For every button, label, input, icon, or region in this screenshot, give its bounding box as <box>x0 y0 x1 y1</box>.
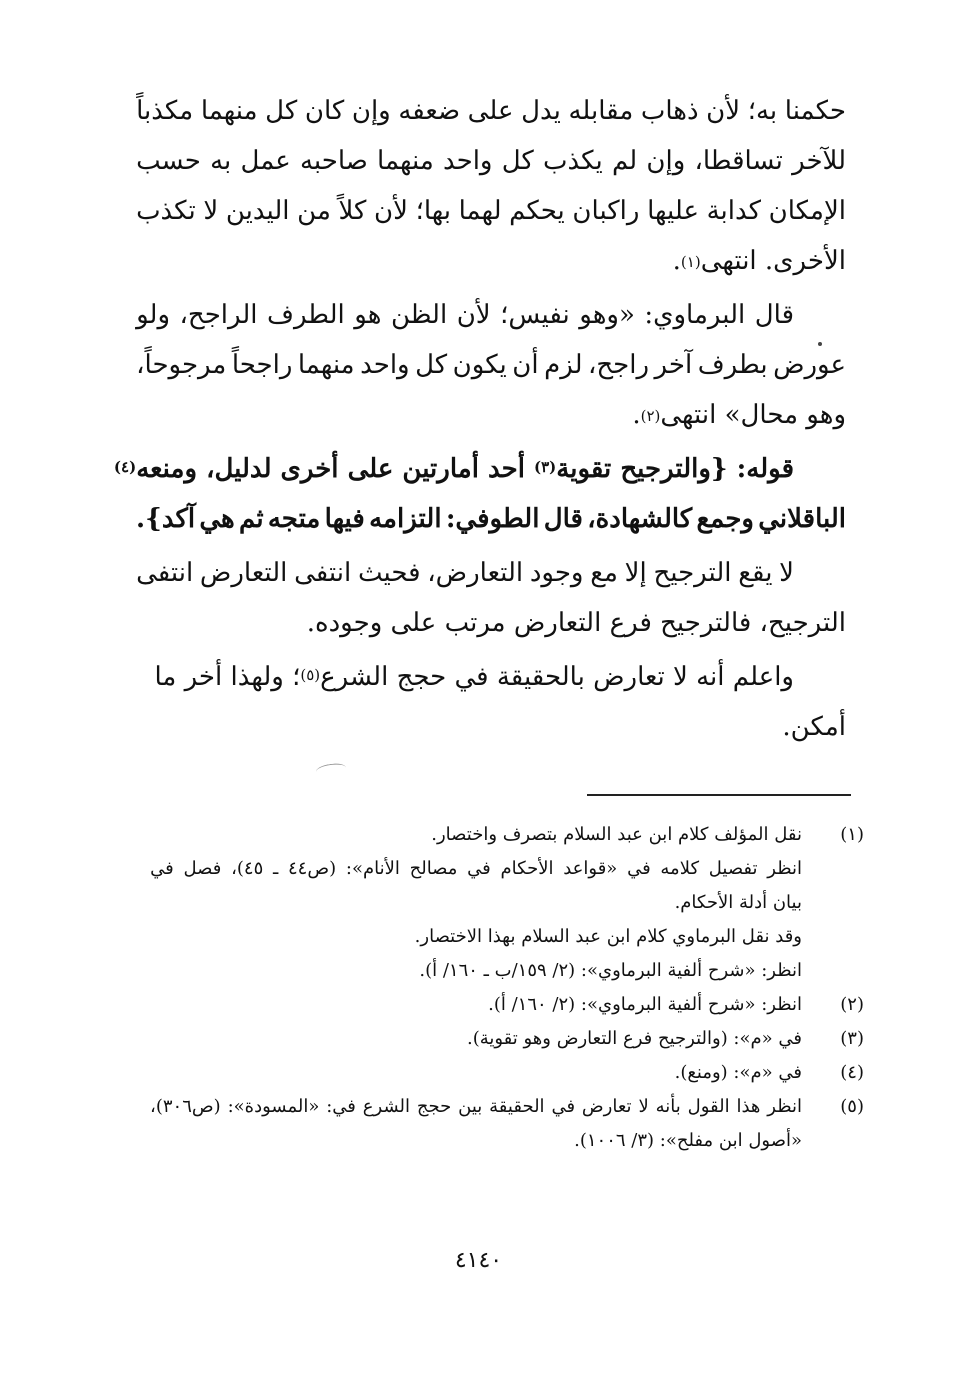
word: الظن <box>390 300 448 330</box>
text-line <box>136 652 846 702</box>
word: ثم <box>239 504 264 534</box>
word: كلاً <box>338 196 367 226</box>
word: به؛ <box>747 96 778 126</box>
footnote-ref: (٣) <box>533 458 557 476</box>
word: لا <box>203 196 219 226</box>
word: كان <box>304 96 345 126</box>
word: واحد <box>442 146 493 176</box>
word: راكبان <box>572 196 640 226</box>
word: بها؛ <box>415 196 451 226</box>
word: نفيس؛ <box>500 300 570 330</box>
footnote-line <box>150 818 802 852</box>
word: انظر <box>767 1096 802 1117</box>
word: لم <box>611 146 638 176</box>
word: في <box>150 858 174 879</box>
footnote-text: انظر: «شرح ألفية البرماوي»: (٢/ ١٥٩/ب ـ ١٦٠/ أ). <box>419 960 802 981</box>
word: تعارض <box>581 1096 632 1117</box>
footnote-text: نقل المؤلف كلام ابن عبد السلام بتصرف واختصار. <box>431 824 802 845</box>
footnote-number: (٢) <box>840 994 864 1015</box>
footnote-line <box>150 852 802 886</box>
word: للآخر <box>792 146 846 176</box>
footnote-text: انظر: «شرح ألفية البرماوي»: (٢/ ١٦٠/ أ). <box>488 994 802 1015</box>
footnote-separator <box>587 794 851 796</box>
line-text: الترجيح، فالترجيح فرع التعارض مرتب على وجوده. <box>306 608 846 638</box>
word: ولو <box>136 300 171 330</box>
footnote-line <box>150 1090 802 1124</box>
word: حسب <box>136 146 201 176</box>
footnote-line <box>150 1022 802 1056</box>
ink-smudge <box>315 762 346 777</box>
footnote-text: في «م»: (ومنع). <box>674 1062 802 1083</box>
line-text: أمكن. <box>782 712 846 742</box>
word: «قواعد <box>563 858 618 879</box>
word: الأنام»: <box>345 858 400 879</box>
text-line <box>136 236 846 286</box>
footnote-text: في «م»: (والترجيح فرع التعارض وهو تقوية). <box>466 1028 802 1049</box>
word: يقع <box>738 558 773 588</box>
line-text: . <box>632 400 641 430</box>
footnote-ref: (٤) <box>113 458 137 476</box>
word: انتفى <box>294 558 352 588</box>
word: يكذب <box>543 146 603 176</box>
word: ٤٥)، <box>231 858 264 879</box>
word: مع <box>590 558 618 588</box>
footnote-number: (٥) <box>840 1096 864 1117</box>
line-text: قوله: {والترجيح تقوية <box>556 454 794 484</box>
word: راجحاً <box>231 350 293 380</box>
word: منهما <box>377 146 434 176</box>
word: الراجح، <box>179 300 258 330</box>
word: يدل <box>521 96 561 126</box>
footnote-2 <box>150 988 864 1022</box>
word: مصالح <box>409 858 458 879</box>
word: الإمكان <box>768 196 846 226</box>
footnote-line <box>150 920 802 954</box>
footnote-ref: (٢) <box>640 407 661 425</box>
word: في <box>627 858 651 879</box>
text-line <box>136 548 846 598</box>
word: وجمع <box>696 504 754 534</box>
word: تساقطا، <box>694 146 783 176</box>
word: مكذباً <box>136 96 194 126</box>
word: (ص٣٠٦)، <box>150 1096 221 1117</box>
word: التعارض <box>199 558 288 588</box>
word: بأنه <box>655 1096 681 1117</box>
word: مرجوحاً، <box>136 350 227 380</box>
word: هذا <box>736 1096 761 1117</box>
page-number: ٤١٤٠ <box>454 1248 503 1273</box>
footnote-line <box>150 886 802 920</box>
line-text: الأخرى. انتهى <box>700 246 846 276</box>
word: يكون <box>452 350 507 380</box>
footnote-number: (١) <box>840 824 864 845</box>
line-text: أحد أمارتين على أخرى لدليل، ومنعه <box>136 454 534 484</box>
text-line <box>136 390 846 440</box>
word: كدابة <box>706 196 762 226</box>
word: هي <box>199 504 235 534</box>
word: البرماوي: <box>644 300 746 330</box>
word: به <box>210 146 232 176</box>
footnote-line <box>150 954 802 988</box>
word: مقابله <box>568 96 634 126</box>
text-line <box>136 340 846 390</box>
word: ضعفه <box>398 96 461 126</box>
word: في <box>467 858 491 879</box>
word: الطرف <box>267 300 345 330</box>
word: «وهو <box>579 300 635 330</box>
word: الأحكام <box>500 858 554 879</box>
word: اليدين <box>225 196 290 226</box>
word: التعارض، <box>427 558 524 588</box>
word: لا <box>638 1096 649 1117</box>
word: كالشهادة، <box>587 504 693 534</box>
word: لأن <box>374 196 408 226</box>
text-line <box>136 186 846 236</box>
word: واحد <box>360 350 410 380</box>
footnote-ref: (٥) <box>300 666 321 684</box>
word: تفصيل <box>708 858 758 879</box>
word: ـ <box>272 858 279 879</box>
footnote-number: (٤) <box>840 1062 864 1083</box>
footnote-text: بيان أدلة الأحكام. <box>674 892 802 913</box>
word: منهما <box>200 96 258 126</box>
word: انظر <box>767 858 802 879</box>
word: عليها <box>647 196 699 226</box>
text-line <box>113 444 846 494</box>
word: وإن <box>646 146 686 176</box>
text-line <box>136 86 846 136</box>
word: صاحبه <box>299 146 368 176</box>
footnote-1 <box>150 818 864 988</box>
word: قال <box>543 504 583 534</box>
word: قال <box>754 300 794 330</box>
word: منهما <box>297 350 355 380</box>
word: الباقلاني <box>758 504 846 534</box>
line-text: وهو محال» انتهى <box>660 400 846 430</box>
word: فصل <box>183 858 222 879</box>
word: بين <box>458 1096 483 1117</box>
footnote-line <box>150 1056 802 1090</box>
text-line <box>136 702 846 752</box>
word: الترجيح <box>653 558 732 588</box>
word: انتفى <box>136 558 194 588</box>
word: القول <box>687 1096 730 1117</box>
footnote-line <box>150 1124 802 1158</box>
word: وجود <box>529 558 584 588</box>
word: «المسودة»: <box>227 1096 320 1117</box>
footnote-line <box>150 988 802 1022</box>
line-text: ؛ ولهذا أخر ما <box>154 662 301 692</box>
word: فحيث <box>357 558 421 588</box>
line-text: . <box>672 246 681 276</box>
word: هو <box>354 300 382 330</box>
text-line <box>136 136 846 186</box>
footnote-ref: (١) <box>680 253 701 271</box>
word: (ص٤٤ <box>288 858 337 879</box>
text-line <box>136 290 846 340</box>
word: ذهاب <box>640 96 699 126</box>
word: وإن <box>351 96 391 126</box>
word: الشرع <box>362 1096 410 1117</box>
word: متجه <box>267 504 321 534</box>
word: حكمنا <box>784 96 846 126</box>
word: فيها <box>324 504 365 534</box>
footnotes <box>150 818 864 1158</box>
word: آخر <box>654 350 693 380</box>
word: لزم <box>544 350 583 380</box>
word: الطوفي: <box>445 504 540 534</box>
text-line <box>136 598 846 648</box>
word: من <box>297 196 331 226</box>
word: لهما <box>458 196 502 226</box>
word: بطرف <box>697 350 768 380</box>
footnote-number: (٣) <box>840 1028 864 1049</box>
word: عورض <box>773 350 846 380</box>
word: كل <box>415 350 448 380</box>
word: عمل <box>240 146 291 176</box>
footnote-text: وقد نقل البرماوي كلام ابن عبد السلام بهذا الاختصار. <box>414 926 802 947</box>
ink-speck <box>818 342 822 346</box>
word: على <box>467 96 514 126</box>
footnote-3 <box>150 1022 864 1056</box>
word: تكذب <box>136 196 196 226</box>
word: التزامه <box>369 504 442 534</box>
word: حجج <box>416 1096 452 1117</box>
word: كل <box>265 96 298 126</box>
word: أن <box>512 350 539 380</box>
footnote-text: «أصول ابن مفلح»: (٣/ ١٠٠٦). <box>574 1130 802 1151</box>
word: إلا <box>624 558 647 588</box>
word: يحكم <box>509 196 565 226</box>
word: لأن <box>456 300 491 330</box>
footnote-5 <box>150 1090 864 1158</box>
word: في <box>551 1096 576 1117</box>
word: لا <box>779 558 794 588</box>
text-line <box>136 494 846 544</box>
footnote-4 <box>150 1056 864 1090</box>
main-text <box>113 86 846 752</box>
word: الحقيقة <box>489 1096 545 1117</box>
word: راجح، <box>588 350 650 380</box>
word: آكد}. <box>136 504 196 534</box>
word: كل <box>501 146 534 176</box>
line-text: واعلم أنه لا تعارض بالحقيقة في حجج الشرع <box>320 662 794 692</box>
word: في: <box>326 1096 356 1117</box>
word: كلامه <box>660 858 700 879</box>
word: لأن <box>706 96 741 126</box>
